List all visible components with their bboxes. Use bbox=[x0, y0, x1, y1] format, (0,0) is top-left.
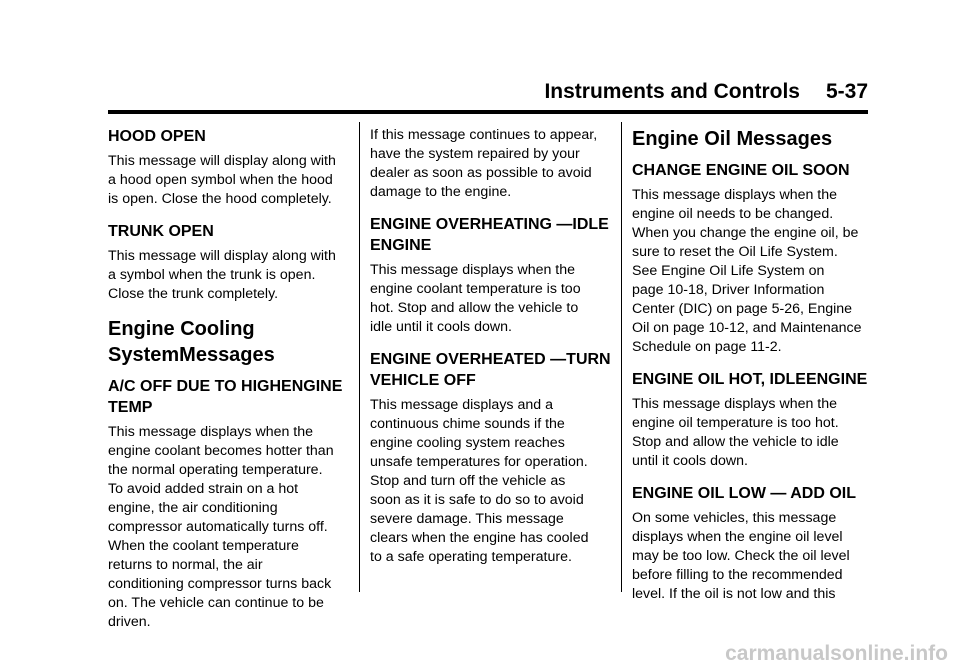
text-line: Center (DIC) on page 5-26, Engine bbox=[632, 301, 853, 317]
text-line: When you change the engine oil, be bbox=[632, 225, 859, 241]
heading-engine-overheating-idle-engine bbox=[370, 214, 612, 256]
page-number: 5-37 bbox=[825, 80, 868, 103]
text-line: on. The vehicle can continue to be bbox=[108, 595, 324, 611]
heading-engine-overheated-turn-vehicle-off bbox=[370, 349, 612, 391]
paragraph-message-continues bbox=[370, 126, 612, 202]
paragraph-change-engine-oil-soon bbox=[632, 186, 874, 357]
text-line: may be too low. Check the oil level bbox=[632, 548, 850, 564]
heading-hood-open: HOOD OPEN bbox=[108, 128, 206, 145]
text-line: unsafe temperatures for operation. bbox=[370, 454, 588, 470]
text-line: returns to normal, the air bbox=[108, 557, 263, 573]
text-line: engine, the air conditioning bbox=[108, 500, 278, 516]
column-2 bbox=[370, 126, 612, 579]
text-line: engine coolant becomes hotter than bbox=[108, 443, 334, 459]
text-line: until it cools down. bbox=[632, 453, 748, 469]
text-line: clears when the engine has cooled bbox=[370, 530, 589, 546]
column-divider-1 bbox=[359, 122, 360, 592]
paragraph-trunk-open bbox=[108, 247, 350, 304]
text-line: Schedule on page 11-2. bbox=[632, 339, 782, 355]
paragraph-ac-off-high-engine-temp bbox=[108, 423, 350, 632]
text-line: Engine Cooling System bbox=[108, 318, 255, 366]
text-line: page 10-18, Driver Information bbox=[632, 282, 825, 298]
column-3 bbox=[632, 126, 874, 616]
watermark: carmanualsonline.info bbox=[725, 642, 948, 665]
text-line: sure to reset the Oil Life System. bbox=[632, 244, 838, 260]
paragraph-engine-oil-hot-idle-engine bbox=[632, 395, 874, 471]
text-line: a hood open symbol when the hood bbox=[108, 172, 333, 188]
heading-engine-oil-hot-idle-engine bbox=[632, 369, 874, 390]
paragraph-hood-open bbox=[108, 152, 350, 209]
text-line: is open. Close the hood completely. bbox=[108, 191, 332, 207]
text-line: When the coolant temperature bbox=[108, 538, 299, 554]
heading-engine-cooling-system-messages bbox=[108, 316, 350, 368]
text-line: damage to the engine. bbox=[370, 184, 512, 200]
text-line: This message displays when the bbox=[370, 262, 576, 278]
heading-change-engine-oil-soon: CHANGE ENGINE OIL SOON bbox=[632, 162, 850, 179]
heading-engine-oil-low-add-oil: ENGINE OIL LOW — ADD OIL bbox=[632, 485, 856, 502]
text-line: Stop and turn off the vehicle as bbox=[370, 473, 566, 489]
text-line: engine oil temperature is too hot. bbox=[632, 415, 839, 431]
column-divider-2 bbox=[621, 122, 622, 592]
header-rule bbox=[108, 110, 868, 114]
running-head bbox=[544, 80, 868, 104]
column-1 bbox=[108, 126, 350, 644]
text-line: ENGINE OVERHEATING — bbox=[370, 216, 573, 233]
text-line: To avoid added strain on a hot bbox=[108, 481, 299, 497]
text-line: displays when the engine oil level bbox=[632, 529, 843, 545]
text-line: If this message continues to appear, bbox=[370, 127, 598, 143]
text-line: the normal operating temperature. bbox=[108, 462, 323, 478]
paragraph-engine-overheated-turn-vehicle-off bbox=[370, 396, 612, 567]
text-line: This message displays when the bbox=[632, 396, 838, 412]
text-line: engine oil needs to be changed. bbox=[632, 206, 834, 222]
text-line: This message displays when the bbox=[108, 424, 314, 440]
text-line: Messages bbox=[179, 344, 275, 366]
text-line: This message will display along with bbox=[108, 153, 336, 169]
text-line: soon as it is safe to do so to avoid bbox=[370, 492, 584, 508]
text-line: Stop and allow the vehicle to idle bbox=[632, 434, 839, 450]
text-line: engine cooling system reaches bbox=[370, 435, 565, 451]
text-line: See Engine Oil Life System on bbox=[632, 263, 825, 279]
heading-ac-off-high-engine-temp bbox=[108, 376, 350, 418]
text-line: before filling to the recommended bbox=[632, 567, 843, 583]
text-line: engine coolant temperature is too bbox=[370, 281, 581, 297]
text-line: On some vehicles, this message bbox=[632, 510, 837, 526]
text-line: compressor automatically turns off. bbox=[108, 519, 328, 535]
text-line: to a safe operating temperature. bbox=[370, 549, 572, 565]
text-line: Close the trunk completely. bbox=[108, 286, 279, 302]
text-line: have the system repaired by your bbox=[370, 146, 580, 162]
section-title: Instruments and Controls bbox=[544, 80, 800, 103]
text-line: This message displays when the bbox=[632, 187, 838, 203]
text-line: Oil on page 10-12, and Maintenance bbox=[632, 320, 862, 336]
text-line: This message displays and a bbox=[370, 397, 553, 413]
text-line: hot. Stop and allow the vehicle to bbox=[370, 300, 579, 316]
heading-trunk-open: TRUNK OPEN bbox=[108, 223, 214, 240]
text-line: ENGINE bbox=[805, 371, 868, 388]
heading-engine-oil-messages: Engine Oil Messages bbox=[632, 128, 833, 150]
text-line: IDLE ENGINE bbox=[370, 216, 609, 254]
text-line: driven. bbox=[108, 614, 151, 630]
text-line: ENGINE OVERHEATED — bbox=[370, 351, 567, 368]
text-line: dealer as soon as possible to avoid bbox=[370, 165, 592, 181]
text-line: idle until it cools down. bbox=[370, 319, 512, 335]
text-line: This message will display along with bbox=[108, 248, 336, 264]
text-line: A/C OFF DUE TO HIGH bbox=[108, 378, 282, 395]
paragraph-engine-oil-low-add-oil bbox=[632, 509, 874, 604]
text-line: conditioning compressor turns back bbox=[108, 576, 332, 592]
text-line: ENGINE TEMP bbox=[108, 378, 343, 416]
text-line: level. If the oil is not low and this bbox=[632, 586, 836, 602]
text-line: severe damage. This message bbox=[370, 511, 564, 527]
paragraph-engine-overheating-idle-engine bbox=[370, 261, 612, 337]
text-line: continuous chime sounds if the bbox=[370, 416, 565, 432]
text-line: a symbol when the trunk is open. bbox=[108, 267, 316, 283]
text-line: ENGINE OIL HOT, IDLE bbox=[632, 371, 806, 388]
text-line: TURN VEHICLE OFF bbox=[370, 351, 611, 389]
